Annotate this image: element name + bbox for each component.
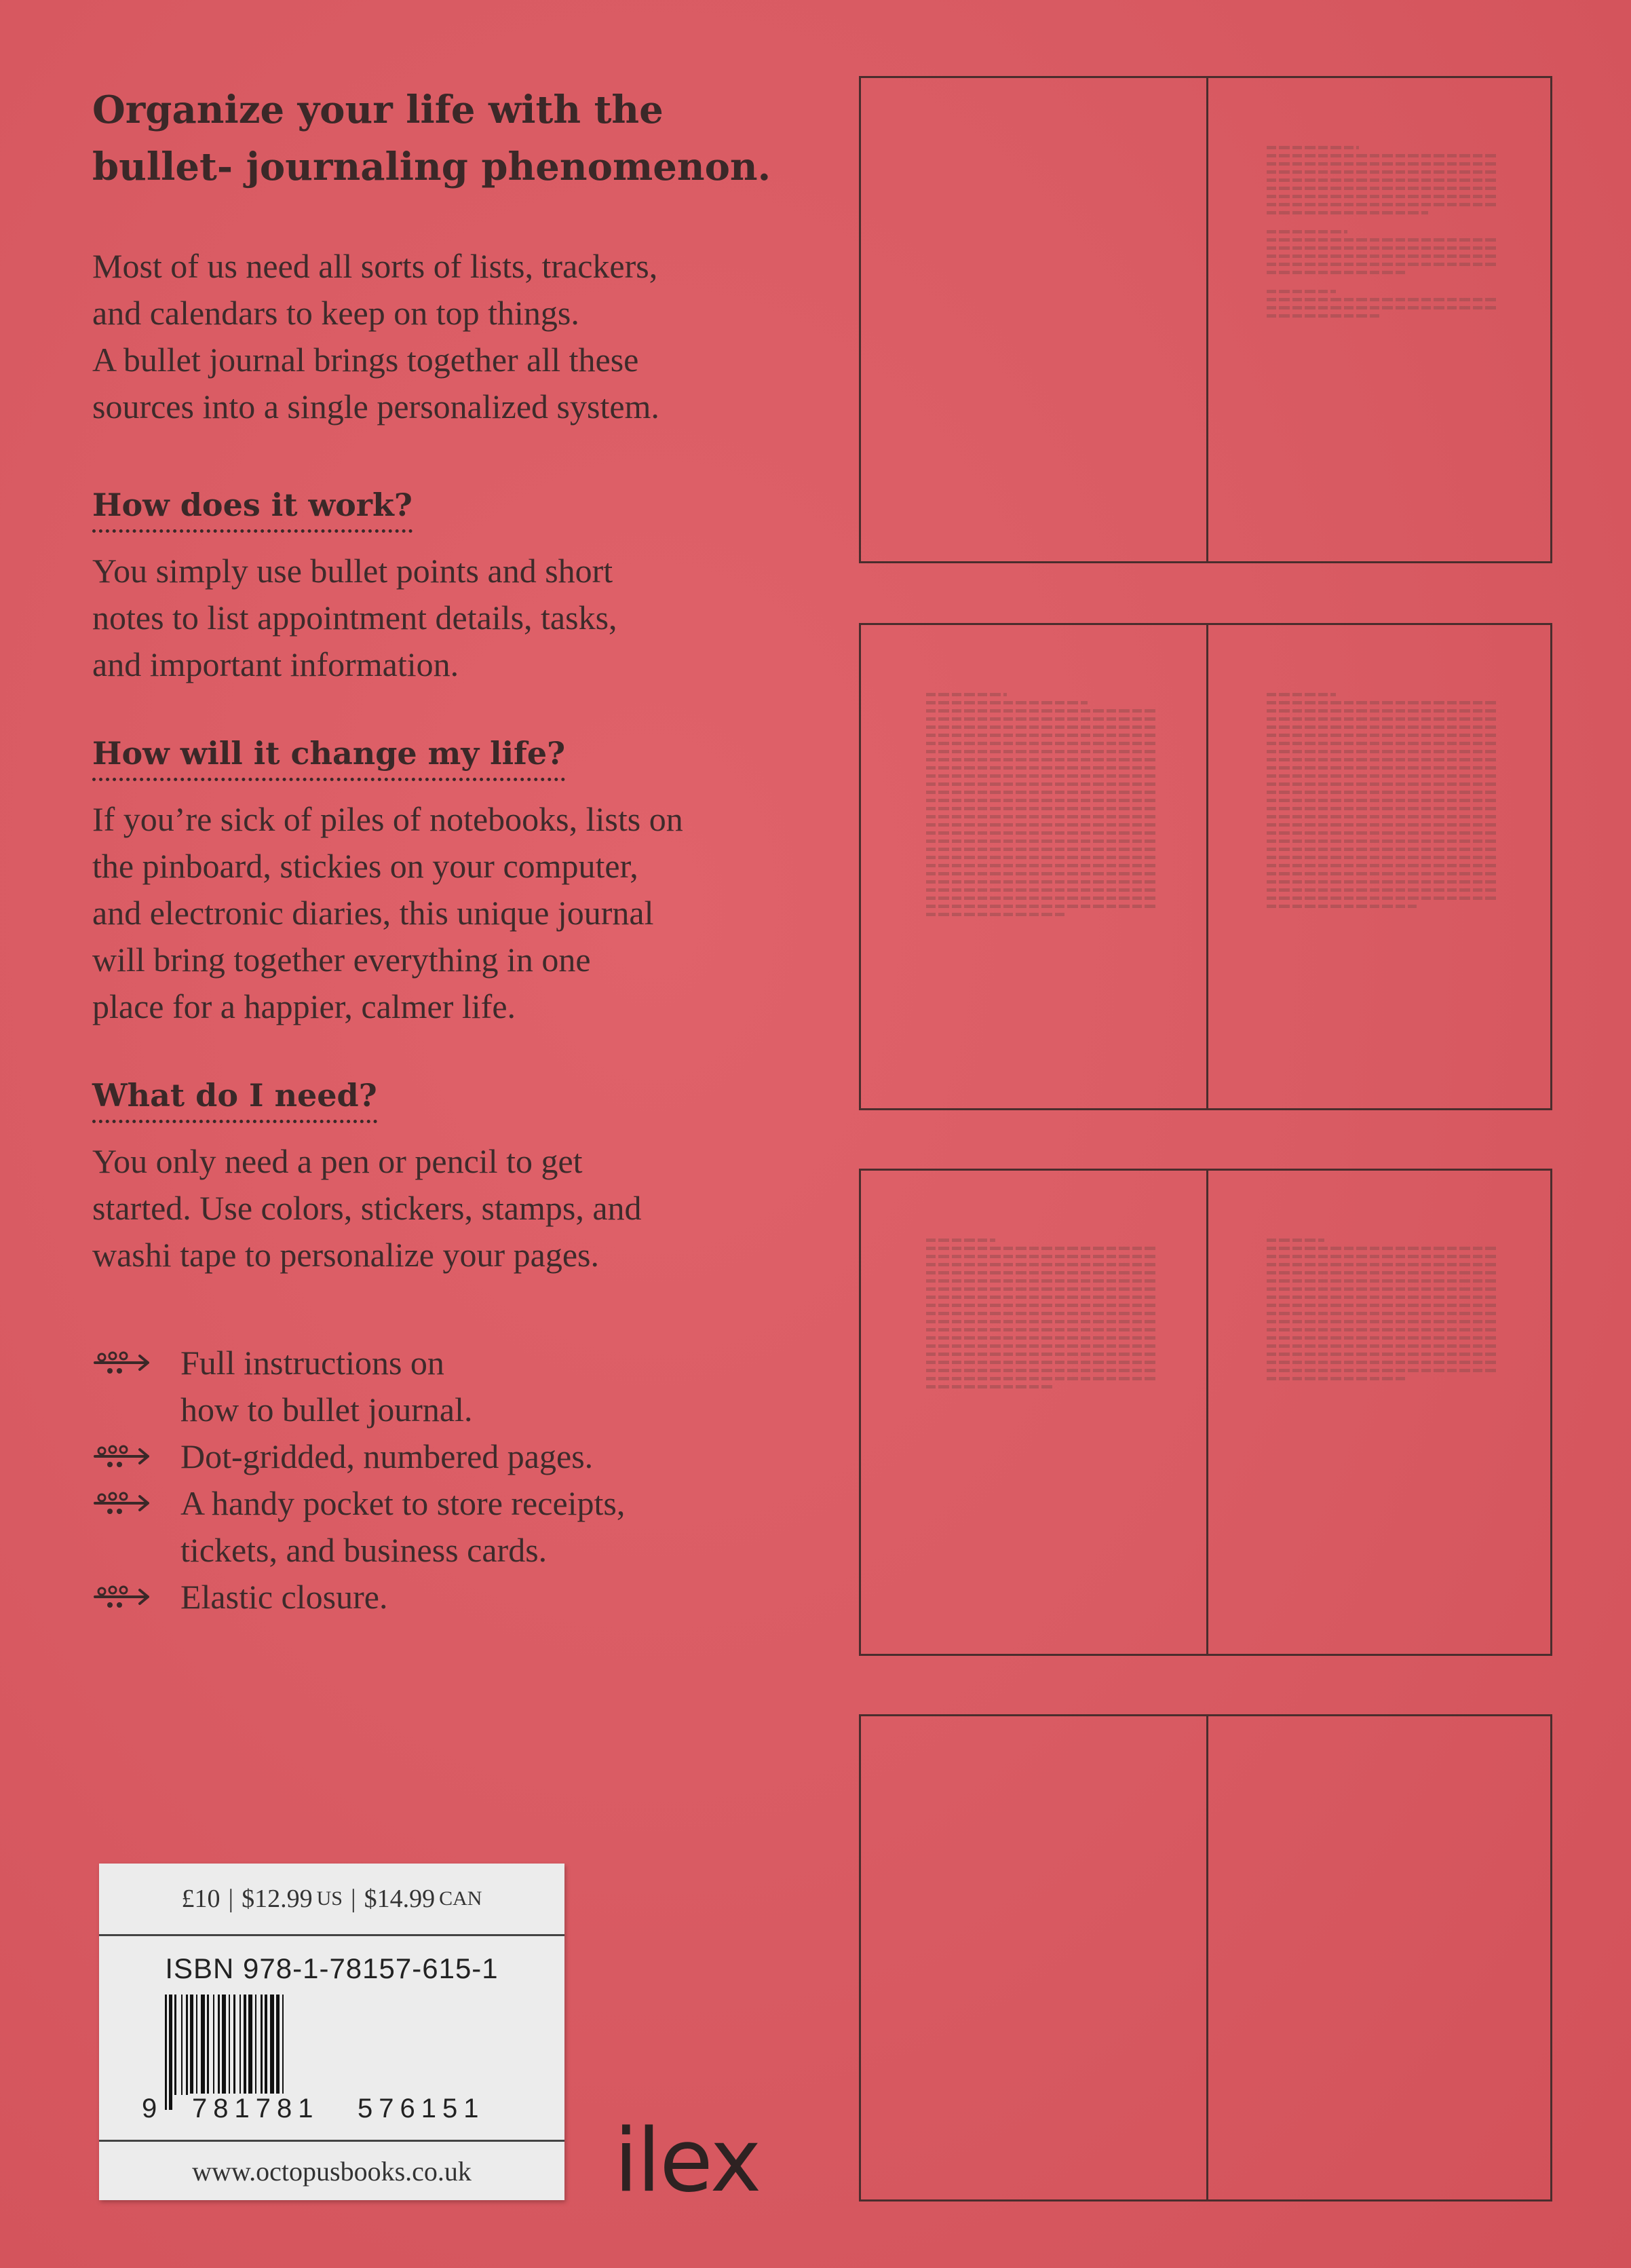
price-separator: | — [228, 1885, 234, 1913]
text-line: started. Use colors, stickers, stamps, and — [92, 1189, 642, 1227]
price-row — [99, 1864, 564, 1936]
barcode-bar — [201, 1995, 205, 2095]
barcode-bar — [229, 1995, 230, 2110]
sprig-bullet-icon — [92, 1578, 153, 1614]
page-text-block — [1267, 693, 1497, 913]
section-what-do-i-need — [92, 1075, 825, 1279]
feature-item — [92, 1574, 825, 1621]
barcode-digit: 9 — [142, 2094, 164, 2123]
price-usd-suffix: US — [316, 1887, 343, 1910]
spread-gutter — [1206, 625, 1208, 1108]
barcode-bar — [196, 1995, 197, 2095]
barcode-bar — [261, 1995, 263, 2095]
sprig-bullet-icon — [92, 1484, 153, 1521]
price-can: $14.99 — [364, 1885, 436, 1913]
barcode-bar — [190, 1995, 193, 2095]
text-line: Most of us need all sorts of lists, trackers, — [92, 247, 658, 285]
headline-line: bullet- journaling phenomenon. — [92, 145, 771, 189]
feature-text: Full instructions on — [180, 1344, 444, 1382]
page-spread — [859, 623, 1552, 1110]
text-line: You only need a pen or pencil to get — [92, 1142, 583, 1180]
page-text-block — [926, 693, 1157, 921]
section-heading: How does it work? — [92, 485, 412, 533]
isbn-number: ISBN 978-1-78157-615-1 — [165, 1952, 499, 1984]
barcode-bar — [239, 1995, 241, 2095]
text-line: sources into a single personalized system. — [92, 388, 659, 426]
barcode-bar — [276, 1995, 280, 2095]
barcode-digit-group: 781781 — [189, 2094, 322, 2124]
price-usd: $12.99 — [242, 1885, 313, 1913]
page-text-block — [1267, 1239, 1497, 1385]
section-body — [92, 1138, 825, 1279]
section-heading: How will it change my life? — [92, 733, 565, 781]
intro-paragraph — [92, 243, 825, 430]
barcode-bar — [213, 1995, 214, 2095]
text-line: and calendars to keep on top things. — [92, 294, 579, 332]
barcode-bar — [255, 1995, 256, 2095]
publisher-url: www.octopusbooks.co.uk — [99, 2140, 564, 2200]
feature-item — [92, 1433, 825, 1480]
barcode-bar — [218, 1995, 220, 2095]
barcode-bar — [181, 1995, 183, 2095]
headline — [92, 81, 825, 195]
barcode-bar — [222, 1995, 226, 2110]
feature-text: Dot-gridded, numbered pages. — [180, 1437, 594, 1475]
barcode-bars — [142, 1995, 522, 2110]
barcode-bar — [270, 1995, 274, 2095]
spread-gutter — [1206, 78, 1208, 561]
text-line: If you’re sick of piles of notebooks, lists on — [92, 800, 683, 838]
feature-text: tickets, and business cards. — [180, 1531, 548, 1569]
text-line: notes to list appointment details, tasks, — [92, 599, 617, 637]
barcode-bar — [233, 1995, 235, 2095]
section-body — [92, 548, 825, 688]
text-line: washi tape to personalize your pages. — [92, 1236, 599, 1274]
feature-text: A handy pocket to store receipts, — [180, 1484, 626, 1522]
price-can-suffix: CAN — [439, 1887, 482, 1910]
feature-text: how to bullet journal. — [180, 1391, 473, 1429]
price-gbp: £10 — [181, 1885, 220, 1913]
feature-list — [92, 1340, 825, 1621]
barcode-bar — [174, 1995, 176, 2095]
text-line: place for a happier, calmer life. — [92, 987, 516, 1025]
feature-item — [92, 1480, 825, 1574]
price-separator: | — [351, 1885, 356, 1913]
page-spread — [859, 1169, 1552, 1656]
section-change-my-life — [92, 733, 825, 1030]
text-line: You simply use bullet points and short — [92, 552, 613, 590]
sprig-bullet-icon — [92, 1344, 153, 1380]
feature-item — [92, 1340, 825, 1433]
blurb-column — [92, 81, 825, 1621]
barcode-bar — [265, 1995, 267, 2095]
page-spread — [859, 76, 1552, 563]
text-line: and electronic diaries, this unique journal — [92, 894, 654, 932]
headline-line: Organize your life with the — [92, 88, 664, 132]
text-line: the pinboard, stickies on your computer, — [92, 847, 638, 885]
text-line: A bullet journal brings together all these — [92, 341, 639, 379]
barcode-bar — [207, 1995, 209, 2095]
sprig-bullet-icon — [92, 1437, 153, 1474]
spread-gutter — [1206, 1716, 1208, 2199]
barcode-bar — [186, 1995, 188, 2095]
section-body — [92, 796, 825, 1030]
page-spread — [859, 1714, 1552, 2201]
page-text-block — [926, 1239, 1157, 1393]
section-how-does-it-work — [92, 485, 825, 688]
barcode-digit-group: 576151 — [355, 2094, 487, 2124]
barcode-bar — [169, 1995, 172, 2110]
spread-gutter — [1206, 1171, 1208, 1654]
text-line: and important information. — [92, 645, 459, 683]
price-barcode-sticker — [99, 1864, 564, 2200]
barcode-bar — [248, 1995, 252, 2095]
text-line: will bring together everything in one — [92, 941, 591, 979]
publisher-logo: ilex — [614, 2111, 761, 2212]
section-heading: What do I need? — [92, 1075, 377, 1123]
barcode-bar — [165, 1995, 167, 2110]
barcode-bar — [244, 1995, 246, 2095]
feature-text: Elastic closure. — [180, 1578, 388, 1616]
page-text-block — [1267, 146, 1497, 322]
barcode — [142, 1995, 522, 2123]
barcode-bar — [282, 1995, 284, 2110]
